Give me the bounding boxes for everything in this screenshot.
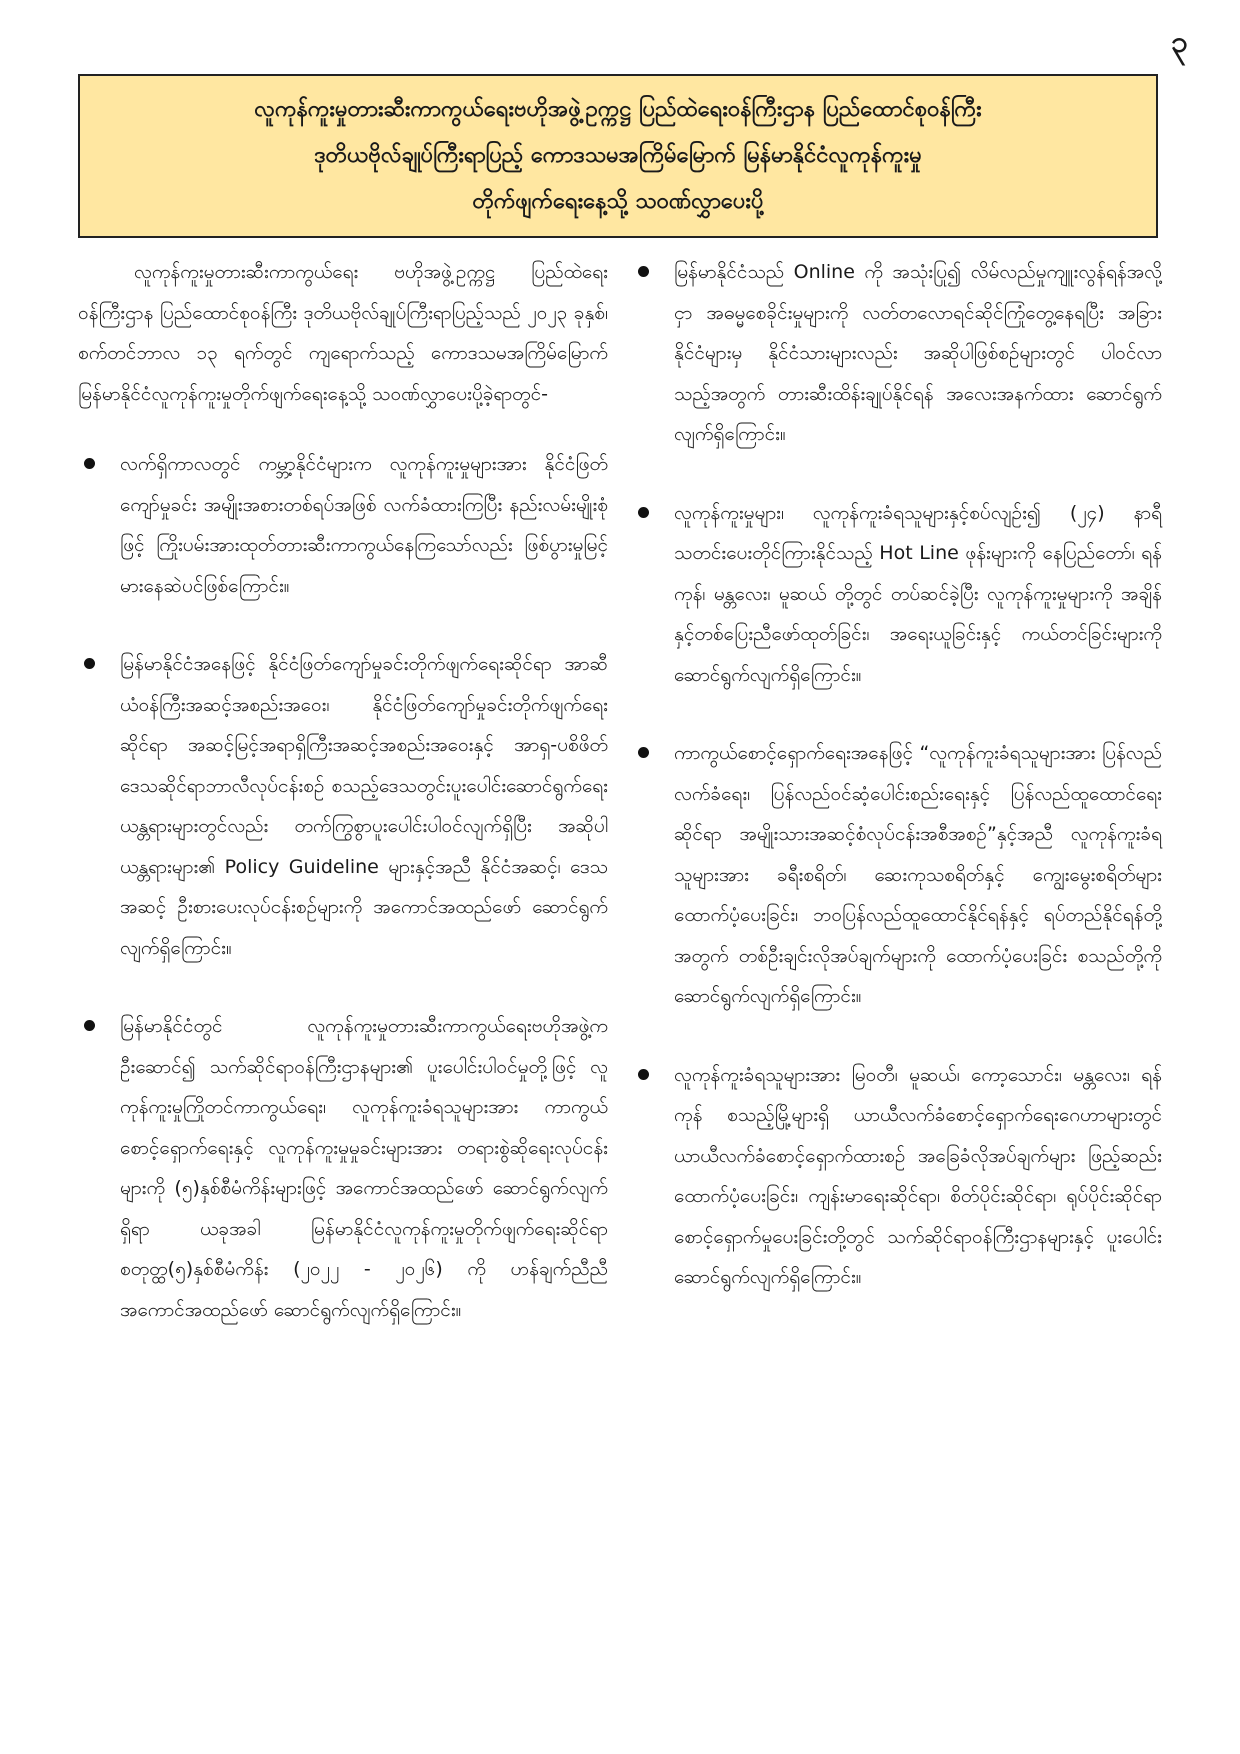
intro-paragraph: လူကုန်ကူးမှုတားဆီးကာကွယ်ရေး ဗဟိုအဖွဲ့ဥက္ကဋ္ဌ ပြည်ထဲရေးဝန်ကြီးဌာန ပြည်ထောင်စုဝန်ကြီး ဒုတိယဗိုလ်ချုပ်ကြီးရာပြည့်သည် ၂၀၂၃ ခုနှစ်၊ စက်တင်ဘာလ ၁၃ ရက်တွင် ကျရောက်သည့် ကောဒသမအကြိမ်မြောက် မြန်မာနိုင်ငံလူကုန်ကူးမှုတိုက်ဖျက်ရေးနေ့သို့ သဝဏ်လွှာပေးပို့ခဲ့ရာတွင်- (78, 261, 608, 405)
list-item (632, 1055, 1162, 1298)
bullet-icon (638, 747, 649, 758)
bullet-text: မြန်မာနိုင်ငံသည် Online ကို အသုံးပြု၍ လိမ်လည်မှုကျူးလွန်ရန်အလို့ငှာ အဓမ္မစေခိုင်းမှုများကို လတ်တလောရင်ဆိုင်ကြုံတွေ့နေရပြီး အခြားနိုင်ငံများမှ နိုင်ငံသားများလည်း အဆိုပါဖြစ်စဉ်များတွင် ပါဝင်လာသည့်အတွက် တားဆီးထိန်းချုပ်နိုင်ရန် အလေးအနက်ထား ဆောင်ရွက်လျက်ရှိကြောင်း။ (674, 261, 1162, 445)
bullet-text: လူကုန်ကူးခံရသူများအား မြဝတီ၊ မူဆယ်၊ ကော့သောင်း၊ မန္တလေး၊ ရန်ကုန် စသည့်မြို့များရှိ ယာယီလက်ခံစောင့်ရှောက်ရေးဂေဟာများတွင် ယာယီလက်ခံစောင့်ရှောက်ထားစဉ် အခြေခံလိုအပ်ချက်များ ဖြည့်ဆည်းထောက်ပံ့ပေးခြင်း၊ ကျန်းမာရေးဆိုင်ရာ၊ စိတ်ပိုင်းဆိုင်ရာ၊ ရုပ်ပိုင်းဆိုင်ရာ စောင့်ရှောက်မှုပေးခြင်းတို့တွင် သက်ဆိုင်ရာဝန်ကြီးဌာနများနှင့် ပူးပေါင်းဆောင်ရွက်လျက်ရှိကြောင်း။ (674, 1063, 1162, 1288)
headline-box (78, 74, 1158, 238)
list-item (78, 1006, 608, 1330)
list-item (632, 733, 1162, 1017)
bullet-icon (84, 458, 95, 469)
list-item (632, 493, 1162, 696)
headline-line-2: ဒုတိယဗိုလ်ချုပ်ကြီးရာပြည့် ကောဒသမအကြိမ်မြောက် မြန်မာနိုင်ငံလူကုန်ကူးမှု (314, 143, 922, 168)
bullet-text: ကာကွယ်စောင့်ရှောက်ရေးအနေဖြင့် “လူကုန်ကူးခံရသူများအား ပြန်လည်လက်ခံရေး၊ ပြန်လည်ဝင်ဆံ့ပေါင်းစည်းရေးနှင့် ပြန်လည်ထူထောင်ရေးဆိုင်ရာ အမျိုးသားအဆင့်စံလုပ်ငန်းအစီအစဉ်”နှင့်အညီ လူကုန်ကူးခံရသူများအား ခရီးစရိတ်၊ ဆေးကုသစရိတ်နှင့် ကျွေးမွေးစရိတ်များ ထောက်ပံ့ပေးခြင်း၊ ဘဝပြန်လည်ထူထောင်နိုင်ရန်နှင့် ရပ်တည်နိုင်ရန်တို့အတွက် တစ်ဦးချင်းလိုအပ်ချက်များကို ထောက်ပံ့ပေးခြင်း စသည်တို့ကို ဆောင်ရွက်လျက်ရှိကြောင်း။ (674, 742, 1162, 1007)
bullet-icon (84, 658, 95, 669)
headline-line-3: တိုက်ဖျက်ရေးနေ့သို့ သဝဏ်လွှာပေးပို့ (472, 189, 764, 214)
bullet-text: မြန်မာနိုင်ငံအနေဖြင့် နိုင်ငံဖြတ်ကျော်မှုခင်းတိုက်ဖျက်ရေးဆိုင်ရာ အာဆီယံဝန်ကြီးအဆင့်အစည်းအဝေး၊ နိုင်ငံဖြတ်ကျော်မှုခင်းတိုက်ဖျက်ရေးဆိုင်ရာ အဆင့်မြင့်အရာရှိကြီးအဆင့်အစည်းအဝေးနှင့် အာရှ-ပစိဖိတ်ဒေသဆိုင်ရာဘာလီလုပ်ငန်းစဉ် စသည့်ဒေသတွင်းပူးပေါင်းဆောင်ရွက်ရေးယန္တရားများတွင်လည်း တက်ကြွစွာပူးပေါင်းပါဝင်လျက်ရှိပြီး အဆိုပါယန္တရားများ၏ Policy Guideline များနှင့်အညီ နိုင်ငံအဆင့်၊ ဒေသအဆင့် ဦးစားပေးလုပ်ငန်းစဉ်များကို အကောင်အထည်ဖော် ဆောင်ရွက်လျက်ရှိကြောင်း။ (120, 653, 608, 959)
list-item (632, 252, 1162, 455)
bullet-icon (638, 1069, 649, 1080)
headline-line-1: လူကုန်ကူးမှုတားဆီးကာကွယ်ရေးဗဟိုအဖွဲ့ဥက္ကဋ္ဌ ပြည်ထဲရေးဝန်ကြီးဌာန ပြည်ထောင်စုဝန်ကြီး (254, 97, 982, 122)
list-item (78, 444, 608, 606)
left-column (78, 252, 608, 1368)
right-column (632, 252, 1162, 1336)
bullet-icon (638, 266, 649, 277)
bullet-icon (638, 507, 649, 518)
bullet-text: လူကုန်ကူးမှုများ၊ လူကုန်ကူးခံရသူများနှင့်စပ်လျဉ်း၍ (၂၄) နာရီ သတင်းပေးတိုင်ကြားနိုင်သည့် Hot Line ဖုန်းများကို နေပြည်တော်၊ ရန်ကုန်၊ မန္တလေး၊ မူဆယ် တို့တွင် တပ်ဆင်ခဲ့ပြီး လူကုန်ကူးမှုများကို အချိန်နှင့်တစ်ပြေးညီဖော်ထုတ်ခြင်း၊ အရေးယူခြင်းနှင့် ကယ်တင်ခြင်းများကို ဆောင်ရွက်လျက်ရှိကြောင်း။ (674, 501, 1162, 686)
bullet-text: မြန်မာနိုင်ငံတွင် လူကုန်ကူးမှုတားဆီးကာကွယ်ရေးဗဟိုအဖွဲ့က ဦးဆောင်၍ သက်ဆိုင်ရာဝန်ကြီးဌာနများ၏ ပူးပေါင်းပါဝင်မှုတို့ဖြင့် လူကုန်ကူးမှုကြိုတင်ကာကွယ်ရေး၊ လူကုန်ကူးခံရသူများအား ကာကွယ်စောင့်ရှောက်ရေးနှင့် လူကုန်ကူးမှုမှုခင်းများအား တရားစွဲဆိုရေးလုပ်ငန်းများကို (၅)နှစ်စီမံကိန်းများဖြင့် အကောင်အထည်ဖော် ဆောင်ရွက်လျက်ရှိရာ ယခုအခါ မြန်မာနိုင်ငံလူကုန်ကူးမှုတိုက်ဖျက်ရေးဆိုင်ရာ စတုတ္ထ(၅)နှစ်စီမံကိန်း (၂၀၂၂ - ၂၀၂၆) ကို ဟန်ချက်ညီညီ အကောင်အထည်ဖော် ဆောင်ရွက်လျက်ရှိကြောင်း။ (120, 1015, 608, 1321)
right-bullet-list (632, 252, 1162, 1298)
bullet-icon (84, 1020, 95, 1031)
left-bullet-list (78, 444, 608, 1330)
page-number: ၃ (1171, 25, 1188, 60)
bullet-text: လက်ရှိကာလတွင် ကမ္ဘာ့နိုင်ငံများက လူကုန်ကူးမှုများအား နိုင်ငံဖြတ်ကျော်မှုခင်း အမျိုးအစားတစ်ရပ်အဖြစ် လက်ခံထားကြပြီး နည်းလမ်းမျိုးစုံဖြင့် ကြိုးပမ်းအားထုတ်တားဆီးကာကွယ်နေကြသော်လည်း ဖြစ်ပွားမှုမြင့်မားနေဆဲပင်ဖြစ်ကြောင်း။ (120, 453, 608, 597)
list-item (78, 644, 608, 968)
